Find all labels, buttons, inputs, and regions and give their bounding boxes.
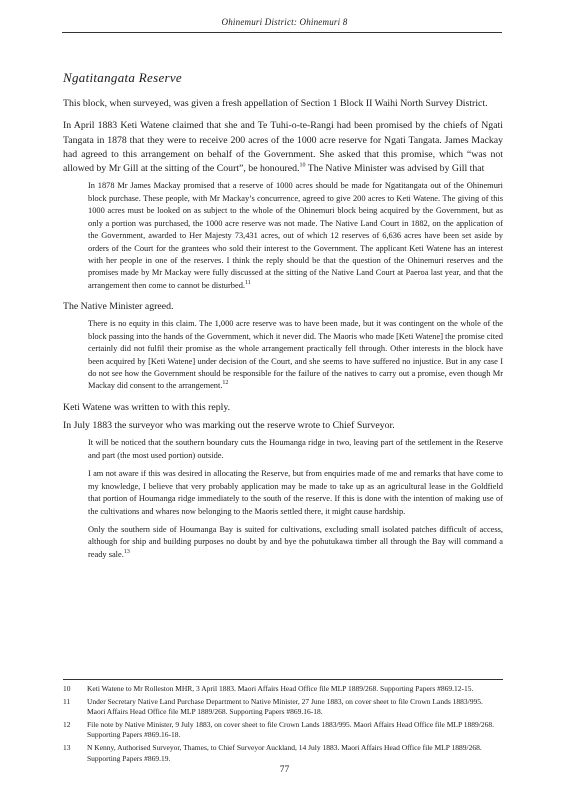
paragraph-surveyor: In July 1883 the surveyor who was marking out the reserve wrote to Chief Surveyor. <box>63 420 395 432</box>
quote-surveyor-para-2: I am not aware if this was desired in allocating the Reserve, but from enquiries made of me and remarks that have come to my knowledge, I believe that very probably application may be made to take up as an agricultural lease in the Goldfield that portion of Houmanga ridge immediately to the south of the reserve. If this is done with the intention of making use of the cultivations and whares now belonging to the Maoris settled there, it might cause hardship. <box>88 469 503 516</box>
paragraph-claim-tail: The Native Minister was advised by Gill that <box>305 163 485 175</box>
quote-gill <box>88 180 503 292</box>
footnote-ref-12[interactable]: 12 <box>222 380 229 387</box>
quote-surveyor-para-1: It will be noticed that the southern boundary cuts the Houmanga ridge in two, leaving part of the settlement in the Reserve and part (the most used portion) outside. <box>88 438 503 460</box>
paragraph-survey: This block, when surveyed, was given a fresh appellation of Section 1 Block II Waihi North Survey District. <box>63 98 488 109</box>
paragraph-minister-agreed: The Native Minister agreed. <box>63 301 174 313</box>
footnote <box>63 743 503 764</box>
footnote-text: Under Secretary Native Land Purchase Department to Native Minister, 27 June 1883, on cover sheet to file Crown Lands 1883/995. Maori Affairs Head Office file MLP 1889/268. Supporting Papers #869.16-18. <box>87 696 483 717</box>
footnote-text: N Kenny, Authorised Surveyor, Thames, to Chief Surveyor Auckland, 14 July 1883. Maori Affairs Head Office file MLP 1889/268. Supporting Papers #869.19. <box>87 742 482 763</box>
footnote <box>63 684 503 695</box>
footnote-text: File note by Native Minister, 9 July 1883, on cover sheet to file Crown Lands 1883/995. Maori Affairs Head Office file MLP 1889/268. Supporting Papers #869.16-18. <box>87 719 494 740</box>
quote-minister <box>88 318 503 392</box>
footnote <box>63 720 503 741</box>
quote-surveyor-para-3: Only the southern side of Houmanga Bay is suited for cultivations, excluding small isolated patches difficult of access, although for ship and building purposes no doubt by and bye the pohutukawa timber all through the Bay will command a ready sale. <box>88 524 503 559</box>
footnote <box>63 697 503 718</box>
page-number: 77 <box>279 765 290 775</box>
footnote-number: 11 <box>63 696 71 706</box>
footnote-number: 12 <box>63 719 71 729</box>
quote-surveyor <box>88 437 503 561</box>
paragraph-claim <box>63 119 503 176</box>
paragraph-reply: Keti Watene was written to with this reply. <box>63 401 231 413</box>
quote-gill-text: In 1878 Mr James Mackay promised that a reserve of 1000 acres should be made for Ngatitangata out of the Ohinemuri block purchase. These people, with Mr Mackay’s concurrence, agreed to give 200 acres to Keti Watene. The giving of this 1000 acres must be looked on as subject to the whole of the Ohinemuri block being acquired by the Government, but as only a portion was purchased, the 1000 acre reserve was not made. The Native Land Court in 1882, on the application of the Government, awarded to Her Majesty 73,431 acres, out of which 12 reserves of 6,636 acres have been set aside by orders of the Court for the grantees who sold their interest to the Government. The applicant Keti Watene has an interest with her people in one of the reserves. I think the reply should be that the question of the Ohinemuri reserves and the promises made by Mr Mackay were fully discussed at the sitting of the Native Land Court at Paeroa last year, and that the arrangement then come to cannot be disturbed. <box>88 181 503 290</box>
header-rule <box>62 32 502 33</box>
footnote-text: Keti Watene to Mr Rolleston MHR, 3 April 1883. Maori Affairs Head Office file MLP 1889/268. Supporting Papers #869.12-15. <box>87 684 474 693</box>
footnote-ref-13[interactable]: 13 <box>123 548 130 555</box>
section-title: Ngatitangata Reserve <box>63 70 183 85</box>
paragraph-claim-text: In April 1883 Keti Watene claimed that she and Te Tuhi-o-te-Rangi had been promised by the chiefs of Ngati Tangata in 1878 that they were to receive 200 acres of the 1000 acre reserve for Ngati Tangata. James Mackay had agreed to this arrangement on behalf of the Government. She asked that this promise, which “was not allowed by Mr Gill at the sitting of the Court”, be honoured. <box>63 120 503 175</box>
running-head: Ohinemuri District: Ohinemuri 8 <box>221 17 348 27</box>
body-text <box>63 97 503 569</box>
footnote-rule <box>63 679 503 680</box>
footnote-number: 13 <box>63 742 71 752</box>
quote-minister-text: There is no equity in this claim. The 1,000 acre reserve was to have been made, but it was contingent on the whole of the block passing into the hands of the Government, which it never did. The Maoris who made [Keti Watene] the promise cited certainly did not fulfil their promise as the whole arrangement practically fell through. Other interests in the block have been acquired by [Keti Watene] under decision of the Court, and she seems to have suffered no injustice. But in any case I do not see how the Government should be responsible for the failure of the natives to carry out a promise, even though Mr Mackay did consent to the arrangement. <box>88 319 503 391</box>
footnote-ref-11[interactable]: 11 <box>244 279 251 286</box>
footnote-number: 10 <box>63 684 71 693</box>
footnotes <box>63 684 503 766</box>
footnote-ref-10[interactable]: 10 <box>299 162 306 169</box>
